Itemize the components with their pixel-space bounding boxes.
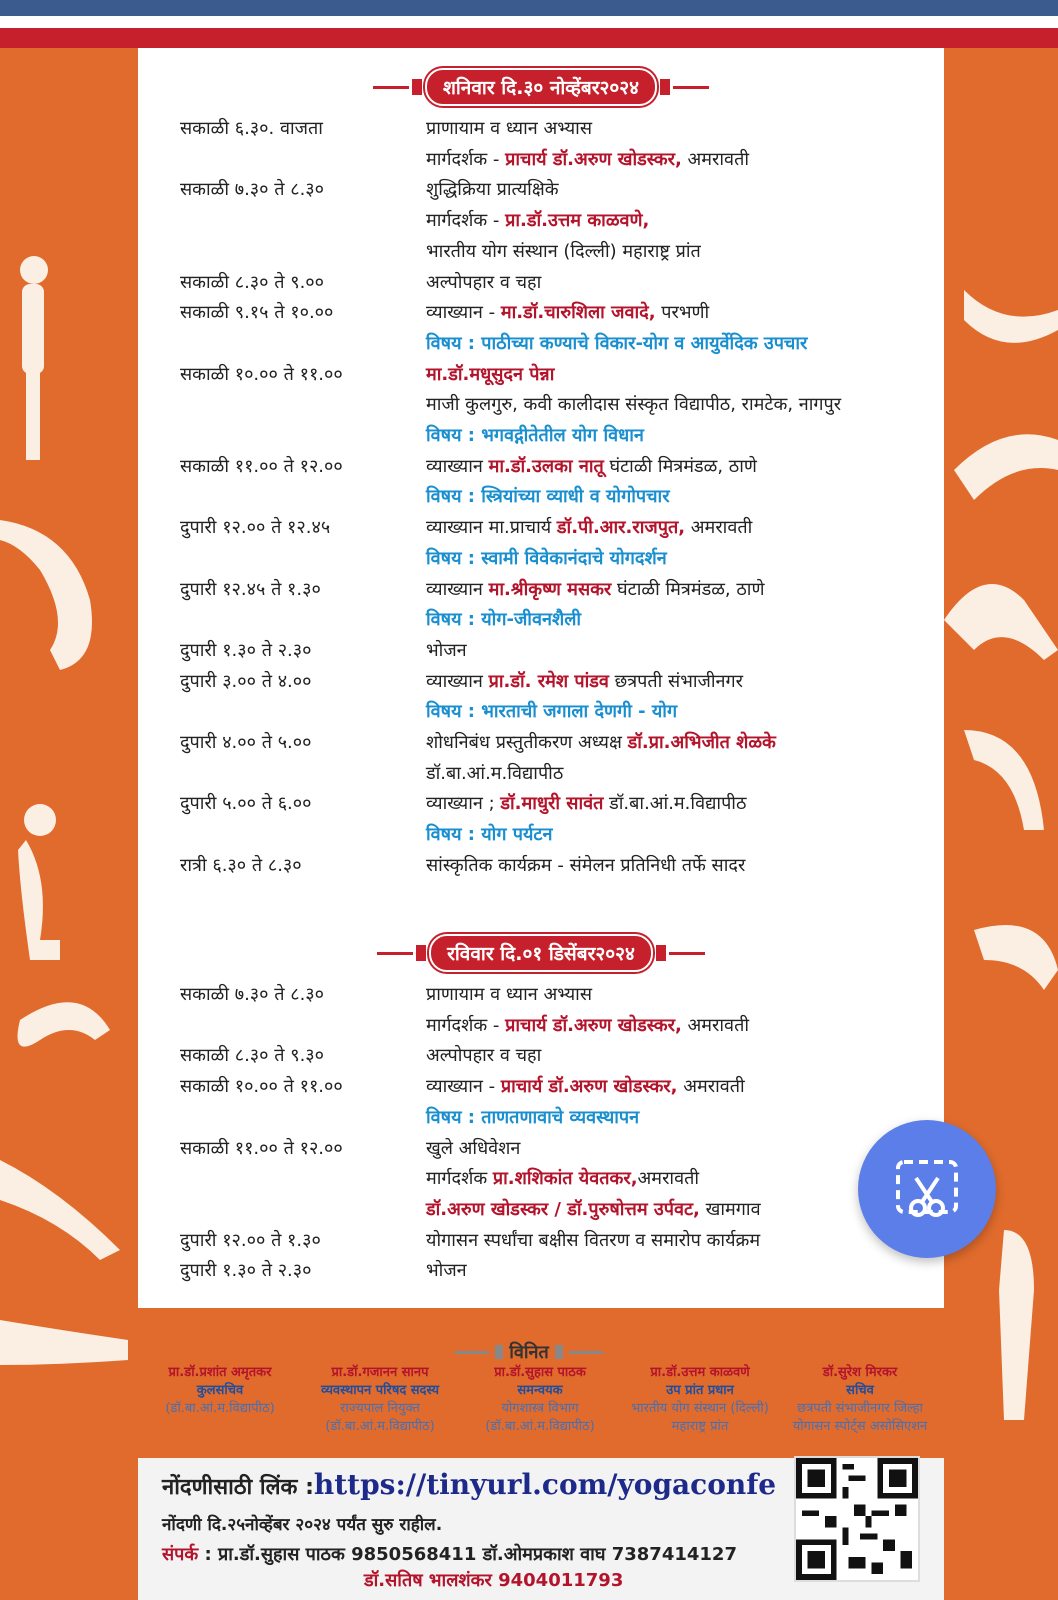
activity-text: मार्गदर्शक bbox=[426, 1168, 493, 1190]
speaker-name: डॉ.अरुण खोडस्कर / डॉ.पुरुषोत्तम उर्पवट, bbox=[426, 1198, 700, 1220]
schedule-activity bbox=[426, 855, 745, 877]
schedule-time: सकाळी १०.०० ते ११.०० bbox=[180, 1076, 343, 1098]
activity-text: प्राणायाम व ध्यान अभ्यास bbox=[426, 984, 592, 1005]
schedule-activity bbox=[426, 364, 554, 386]
member-org: भारतीय योग संस्थान (दिल्ली) महाराष्ट्र प्रांत bbox=[631, 1401, 769, 1434]
schedule-time: सकाळी ८.३० ते ९.३० bbox=[180, 1045, 325, 1067]
schedule-activity bbox=[426, 1168, 699, 1190]
yoga-silhouette-left bbox=[0, 240, 138, 1420]
activity-text: भारतीय योग संस्थान (दिल्ली) महाराष्ट्र प्रांत bbox=[426, 240, 701, 262]
activity-text: अल्पोपहार व चहा bbox=[426, 271, 542, 293]
schedule-panel bbox=[138, 48, 944, 1308]
vinit-heading bbox=[0, 1340, 1058, 1364]
member-role: उप प्रांत प्रधान bbox=[666, 1383, 734, 1398]
topic-text: विषय : योग-जीवनशैली bbox=[426, 609, 582, 631]
topic-text: विषय : योग पर्यटन bbox=[426, 824, 553, 846]
member-role: व्यवस्थापन परिषद सदस्य bbox=[320, 1383, 440, 1398]
speaker-name: प्राचार्य डॉ.अरुण खोडस्कर, bbox=[500, 1076, 678, 1098]
member-org: (डॉ.बा.आं.म.विद्यापीठ) bbox=[165, 1401, 275, 1416]
schedule-activity bbox=[426, 272, 541, 294]
schedule-activity bbox=[426, 333, 807, 355]
location-text: छत्रपती संभाजीनगर bbox=[608, 670, 744, 692]
topic-text: विषय : भारताची जगाला देणगी - योग bbox=[426, 701, 678, 723]
activity-text: व्याख्यान bbox=[426, 578, 489, 600]
top-blue-bar bbox=[0, 0, 1058, 16]
schedule-activity bbox=[426, 609, 581, 631]
schedule-activity bbox=[426, 701, 677, 723]
committee-member bbox=[140, 1364, 300, 1436]
speaker-name: डॉ.प्रा.अभिजीत शेळके bbox=[627, 732, 776, 753]
speaker-name: प्राचार्य डॉ.अरुण खोडस्कर, bbox=[505, 148, 682, 170]
schedule-time: सकाळी १०.०० ते ११.०० bbox=[180, 363, 343, 385]
schedule-activity bbox=[426, 149, 749, 171]
activity-text: व्याख्यान ; bbox=[426, 793, 501, 815]
qr-code bbox=[794, 1456, 920, 1582]
schedule-time: दुपारी ४.०० ते ५.०० bbox=[180, 732, 312, 753]
member-role: कुलसचिव bbox=[196, 1383, 244, 1398]
committee-member bbox=[300, 1364, 460, 1436]
activity-text: माजी कुलगुरु, कवी कालीदास संस्कृत विद्यापीठ, रामटेक, नागपुर bbox=[426, 394, 842, 416]
activity-text: शोधनिबंध प्रस्तुतीकरण अध्यक्ष bbox=[426, 732, 628, 753]
speaker-name: प्रा.डॉ.उत्तम काळवणे, bbox=[505, 210, 650, 232]
committee-member bbox=[460, 1364, 620, 1436]
schedule-activity bbox=[426, 1138, 520, 1160]
member-org: योगशास्त्र विभाग (डॉ.बा.आं.म.विद्यापीठ) bbox=[485, 1401, 595, 1434]
contact-line-2: डॉ.सतिष भालशंकर 9404011793 bbox=[364, 1570, 624, 1591]
speaker-name: प्रा.डॉ. रमेश पांडव bbox=[488, 670, 609, 692]
member-name: प्रा.डॉ.सुहास पाठक bbox=[494, 1365, 586, 1380]
location-text: अमरावती bbox=[681, 148, 749, 170]
registration-deadline: नोंदणी दि.२५नोव्हेंबर २०२४ पर्यंत सुरु राहील. bbox=[162, 1515, 443, 1535]
schedule-activity bbox=[426, 640, 467, 662]
location-text: खामगाव bbox=[699, 1198, 761, 1220]
schedule-activity bbox=[426, 394, 841, 416]
location-text: अमरावती bbox=[681, 1014, 749, 1036]
schedule-activity bbox=[426, 1015, 749, 1037]
member-org: राज्यपाल नियुक्त (डॉ.बा.आं.म.विद्यापीठ) bbox=[325, 1401, 435, 1434]
schedule-activity bbox=[426, 793, 746, 815]
screenshot-scissors-icon bbox=[858, 1120, 996, 1258]
day2-banner bbox=[138, 934, 944, 972]
member-role: सचिव bbox=[846, 1383, 874, 1398]
schedule-activity bbox=[426, 118, 592, 140]
registration-label: नोंदणीसाठी लिंक : bbox=[162, 1475, 314, 1500]
schedule-activity bbox=[426, 579, 764, 601]
topic-text: विषय : स्वामी विवेकानंदाचे योगदर्शन bbox=[426, 547, 667, 569]
schedule-time: सकाळी ७.३० ते ८.३० bbox=[180, 179, 325, 201]
schedule-activity bbox=[426, 732, 776, 754]
speaker-name: डॉ.पी.आर.राजपुत, bbox=[556, 517, 686, 539]
schedule-activity bbox=[426, 302, 709, 324]
schedule-time: सकाळी ११.०० ते १२.०० bbox=[180, 1137, 343, 1159]
activity-text: अल्पोपहार व चहा bbox=[426, 1045, 542, 1067]
schedule-activity bbox=[426, 456, 757, 478]
location-text: अमरावती bbox=[685, 517, 753, 539]
schedule-activity bbox=[426, 425, 644, 447]
activity-text: व्याख्यान bbox=[426, 455, 489, 477]
schedule-time: दुपारी १२.०० ते १२.४५ bbox=[180, 517, 331, 539]
activity-text: व्याख्यान bbox=[426, 670, 489, 692]
member-name: डॉ.सुरेश मिरकर bbox=[822, 1365, 898, 1380]
schedule-time: दुपारी १.३० ते २.३० bbox=[180, 639, 312, 661]
schedule-activity bbox=[426, 1045, 541, 1067]
schedule-activity bbox=[426, 241, 701, 263]
schedule-time: दुपारी ५.०० ते ६.०० bbox=[180, 793, 312, 815]
schedule-time: दुपारी १२.०० ते १.३० bbox=[180, 1229, 321, 1251]
committee-member bbox=[780, 1364, 940, 1436]
schedule-activity bbox=[426, 1199, 761, 1221]
location-text: परभणी bbox=[655, 302, 710, 324]
schedule-activity bbox=[426, 548, 667, 570]
activity-text: सांस्कृतिक कार्यक्रम - संमेलन प्रतिनिधी तर्फे सादर bbox=[426, 854, 746, 876]
speaker-name: मा.श्रीकृष्ण मसकर bbox=[488, 578, 612, 600]
activity-text: प्राणायाम व ध्यान अभ्यास bbox=[426, 118, 592, 139]
location-text: डॉ.बा.आं.म.विद्यापीठ bbox=[603, 793, 747, 815]
contact-label: संपर्क bbox=[162, 1544, 199, 1565]
contact-numbers: : प्रा.डॉ.सुहास पाठक 9850568411 डॉ.ओमप्रकाश वाघ 7387414127 bbox=[204, 1544, 737, 1565]
committee-member bbox=[620, 1364, 780, 1436]
top-white-stripe bbox=[0, 16, 1058, 28]
activity-text: व्याख्यान - bbox=[426, 302, 501, 324]
registration-link[interactable]: https://tinyurl.com/yogaconfe bbox=[313, 1468, 777, 1501]
speaker-name: मा.डॉ.चारुशिला जवादे, bbox=[500, 302, 656, 324]
speaker-name: डॉ.माधुरी सावंत bbox=[500, 793, 604, 815]
schedule-activity bbox=[426, 179, 559, 201]
topic-text: विषय : स्त्रियांच्या व्याधी व योगोपचार bbox=[426, 486, 670, 508]
vinit-label: विनित bbox=[509, 1342, 549, 1363]
activity-text: भोजन bbox=[426, 639, 467, 661]
member-name: प्रा.डॉ.प्रशांत अमृतकर bbox=[168, 1365, 272, 1380]
schedule-activity bbox=[426, 763, 563, 785]
schedule-time: सकाळी ११.०० ते १२.०० bbox=[180, 455, 343, 477]
activity-text: भोजन bbox=[426, 1260, 467, 1282]
schedule-time: सकाळी ८.३० ते ९.०० bbox=[180, 271, 325, 293]
location-text: अमरावती bbox=[637, 1168, 700, 1190]
speaker-name: प्रा.शशिकांत येवतकर, bbox=[492, 1168, 638, 1190]
schedule-time: दुपारी १.३० ते २.३० bbox=[180, 1260, 312, 1282]
schedule-activity bbox=[426, 210, 649, 232]
topic-text: विषय : भगवद्गीतेतील योग विधान bbox=[426, 425, 644, 446]
schedule-activity bbox=[426, 984, 592, 1006]
schedule-activity bbox=[426, 1076, 745, 1098]
schedule-time: सकाळी ७.३० ते ८.३० bbox=[180, 984, 325, 1005]
location-text: घंटाळी मित्रमंडळ, ठाणे bbox=[611, 578, 765, 600]
member-org: छत्रपती संभाजीनगर जिल्हा योगासन स्पोर्ट्स असोसिएशन bbox=[792, 1401, 928, 1434]
schedule-activity bbox=[426, 824, 552, 846]
activity-text: मार्गदर्शक - bbox=[426, 210, 506, 232]
contact-line bbox=[162, 1542, 737, 1566]
day2-banner-label: रविवार दि.०१ डिसेंबर२०२४ bbox=[429, 934, 653, 972]
activity-text: व्याख्यान मा.प्राचार्य bbox=[426, 517, 557, 539]
schedule-activity bbox=[426, 1107, 639, 1129]
schedule-time: सकाळी ९.१५ ते १०.०० bbox=[180, 302, 334, 324]
screenshot-crop-button[interactable] bbox=[858, 1120, 996, 1258]
activity-text: योगासन स्पर्धांचा बक्षीस वितरण व समारोप कार्यक्रम bbox=[426, 1229, 761, 1251]
schedule-time: सकाळी ६.३०. वाजता bbox=[180, 118, 323, 139]
top-red-bar bbox=[0, 28, 1058, 48]
member-name: प्रा.डॉ.उत्तम काळवणे bbox=[650, 1365, 750, 1380]
schedule-time: दुपारी ३.०० ते ४.०० bbox=[180, 670, 312, 692]
registration-line bbox=[162, 1468, 776, 1501]
schedule-activity bbox=[426, 1230, 760, 1252]
topic-text: विषय : ताणतणावाचे व्यवस्थापन bbox=[426, 1106, 640, 1128]
location-text: घंटाळी मित्रमंडळ, ठाणे bbox=[603, 455, 757, 477]
committee-list bbox=[140, 1364, 940, 1436]
speaker-name: प्राचार्य डॉ.अरुण खोडस्कर, bbox=[505, 1014, 682, 1036]
activity-text: शुद्धिक्रिया प्रात्यक्षिके bbox=[426, 179, 559, 201]
day1-banner bbox=[138, 68, 944, 106]
schedule-activity bbox=[426, 671, 743, 693]
speaker-name: मा.डॉ.उलका नातू bbox=[488, 455, 604, 477]
activity-text: व्याख्यान - bbox=[426, 1076, 501, 1098]
member-name: प्रा.डॉ.गजानन सानप bbox=[331, 1365, 429, 1380]
activity-text: मार्गदर्शक - bbox=[426, 1014, 506, 1036]
member-role: समन्वयक bbox=[517, 1383, 563, 1398]
location-text: अमरावती bbox=[677, 1076, 745, 1098]
schedule-activity bbox=[426, 517, 752, 539]
speaker-name: मा.डॉ.मधूसुदन पेन्ना bbox=[426, 363, 555, 385]
schedule-time: दुपारी १२.४५ ते १.३० bbox=[180, 578, 321, 600]
activity-text: मार्गदर्शक - bbox=[426, 148, 506, 170]
activity-text: डॉ.बा.आं.म.विद्यापीठ bbox=[426, 762, 564, 784]
activity-text: खुले अधिवेशन bbox=[426, 1137, 521, 1159]
schedule-time: रात्री ६.३० ते ८.३० bbox=[180, 854, 302, 876]
topic-text: विषय : पाठीच्या कण्याचे विकार-योग व आयुर्वेदिक उपचार bbox=[426, 332, 808, 354]
schedule-activity bbox=[426, 486, 670, 508]
schedule-activity bbox=[426, 1260, 467, 1282]
day1-banner-label: शनिवार दि.३० नोव्हेंबर२०२४ bbox=[425, 68, 657, 106]
